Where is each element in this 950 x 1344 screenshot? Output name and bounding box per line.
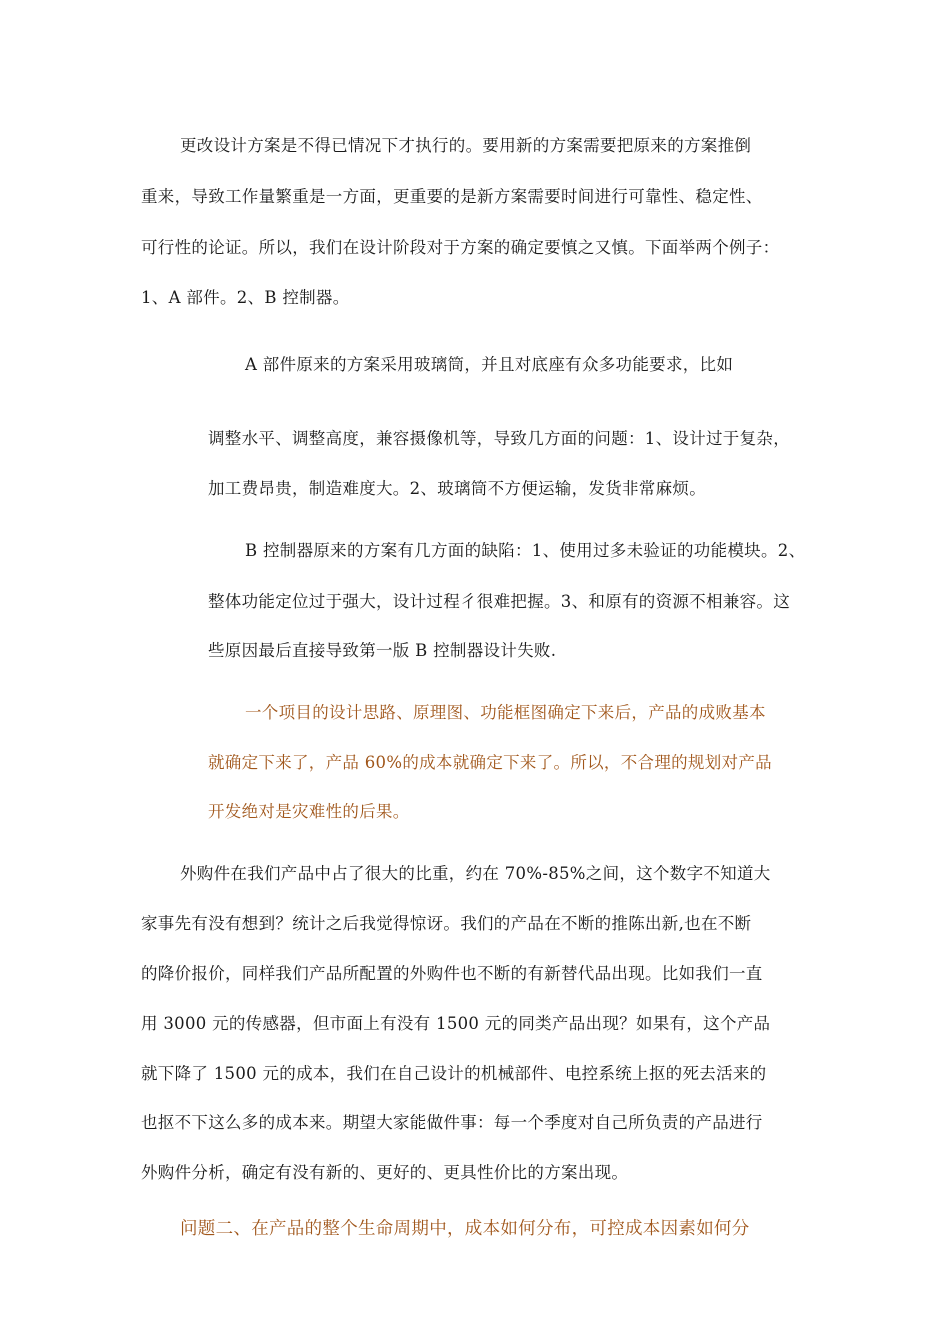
para5-line-7: 外购件分析，确定有没有新的、更好的、更具性价比的方案出现。	[141, 1163, 629, 1182]
para5-line-4: 用 3000 元的传感器，但市面上有没有 1500 元的同类产品出现？如果有，这个产品	[141, 1014, 771, 1033]
para3-line-2: 整体功能定位过于强大，设计过程彳很难把握。3、和原有的资源不相兼容。这	[208, 592, 790, 611]
para1-line-3: 可行性的论证。所以，我们在设计阶段对于方案的确定要慎之又慎。下面举两个例子：	[141, 238, 780, 257]
para5-line-5: 就下降了 1500 元的成本，我们在自己设计的机械部件、电控系统上抠的死去活来的	[141, 1064, 767, 1083]
para2-line-3: 加工费昂贵，制造难度大。2、玻璃筒不方便运输，发货非常麻烦。	[208, 479, 706, 498]
para3-line-3: 些原因最后直接导致第一版 B 控制器设计失败.	[208, 641, 557, 660]
para5-line-1: 外购件在我们产品中占了很大的比重，约在 70%-85%之间，这个数字不知道大	[180, 864, 771, 883]
para4-line-1: 一个项目的设计思路、原理图、功能框图确定下来后，产品的成败基本	[245, 703, 766, 722]
para1-line-1: 更改设计方案是不得已情况下才执行的。要用新的方案需要把原来的方案推倒	[180, 136, 752, 155]
para4-line-3: 开发绝对是灾难性的后果。	[208, 802, 410, 821]
para4-line-2: 就确定下来了，产品 60%的成本就确定下来了。所以，不合理的规划对产品	[208, 753, 772, 772]
para5-line-6: 也抠不下这么多的成本来。期望大家能做件事：每一个季度对自己所负责的产品进行	[141, 1113, 763, 1132]
para1-line-2: 重来，导致工作量繁重是一方面，更重要的是新方案需要时间进行可靠性、稳定性、	[141, 187, 763, 206]
para1-line-4: 1、A 部件。2、B 控制器。	[141, 288, 350, 307]
para5-line-3: 的降价报价，同样我们产品所配置的外购件也不断的有新替代品出现。比如我们一直	[141, 964, 763, 983]
para2-line-1: A 部件原来的方案采用玻璃筒，并且对底座有众多功能要求，比如	[245, 355, 734, 374]
para3-line-1: B 控制器原来的方案有几方面的缺陷：1、使用过多未验证的功能模块。2、	[245, 541, 806, 560]
para2-line-2: 调整水平、调整高度，兼容摄像机等，导致几方面的问题：1、设计过于复杂，	[208, 429, 790, 448]
question-heading: 问题二、在产品的整个生命周期中，成本如何分布，可控成本因素如何分	[180, 1219, 750, 1239]
para5-line-2: 家事先有没有想到？统计之后我觉得惊讶。我们的产品在不断的推陈出新,也在不断	[141, 914, 752, 933]
